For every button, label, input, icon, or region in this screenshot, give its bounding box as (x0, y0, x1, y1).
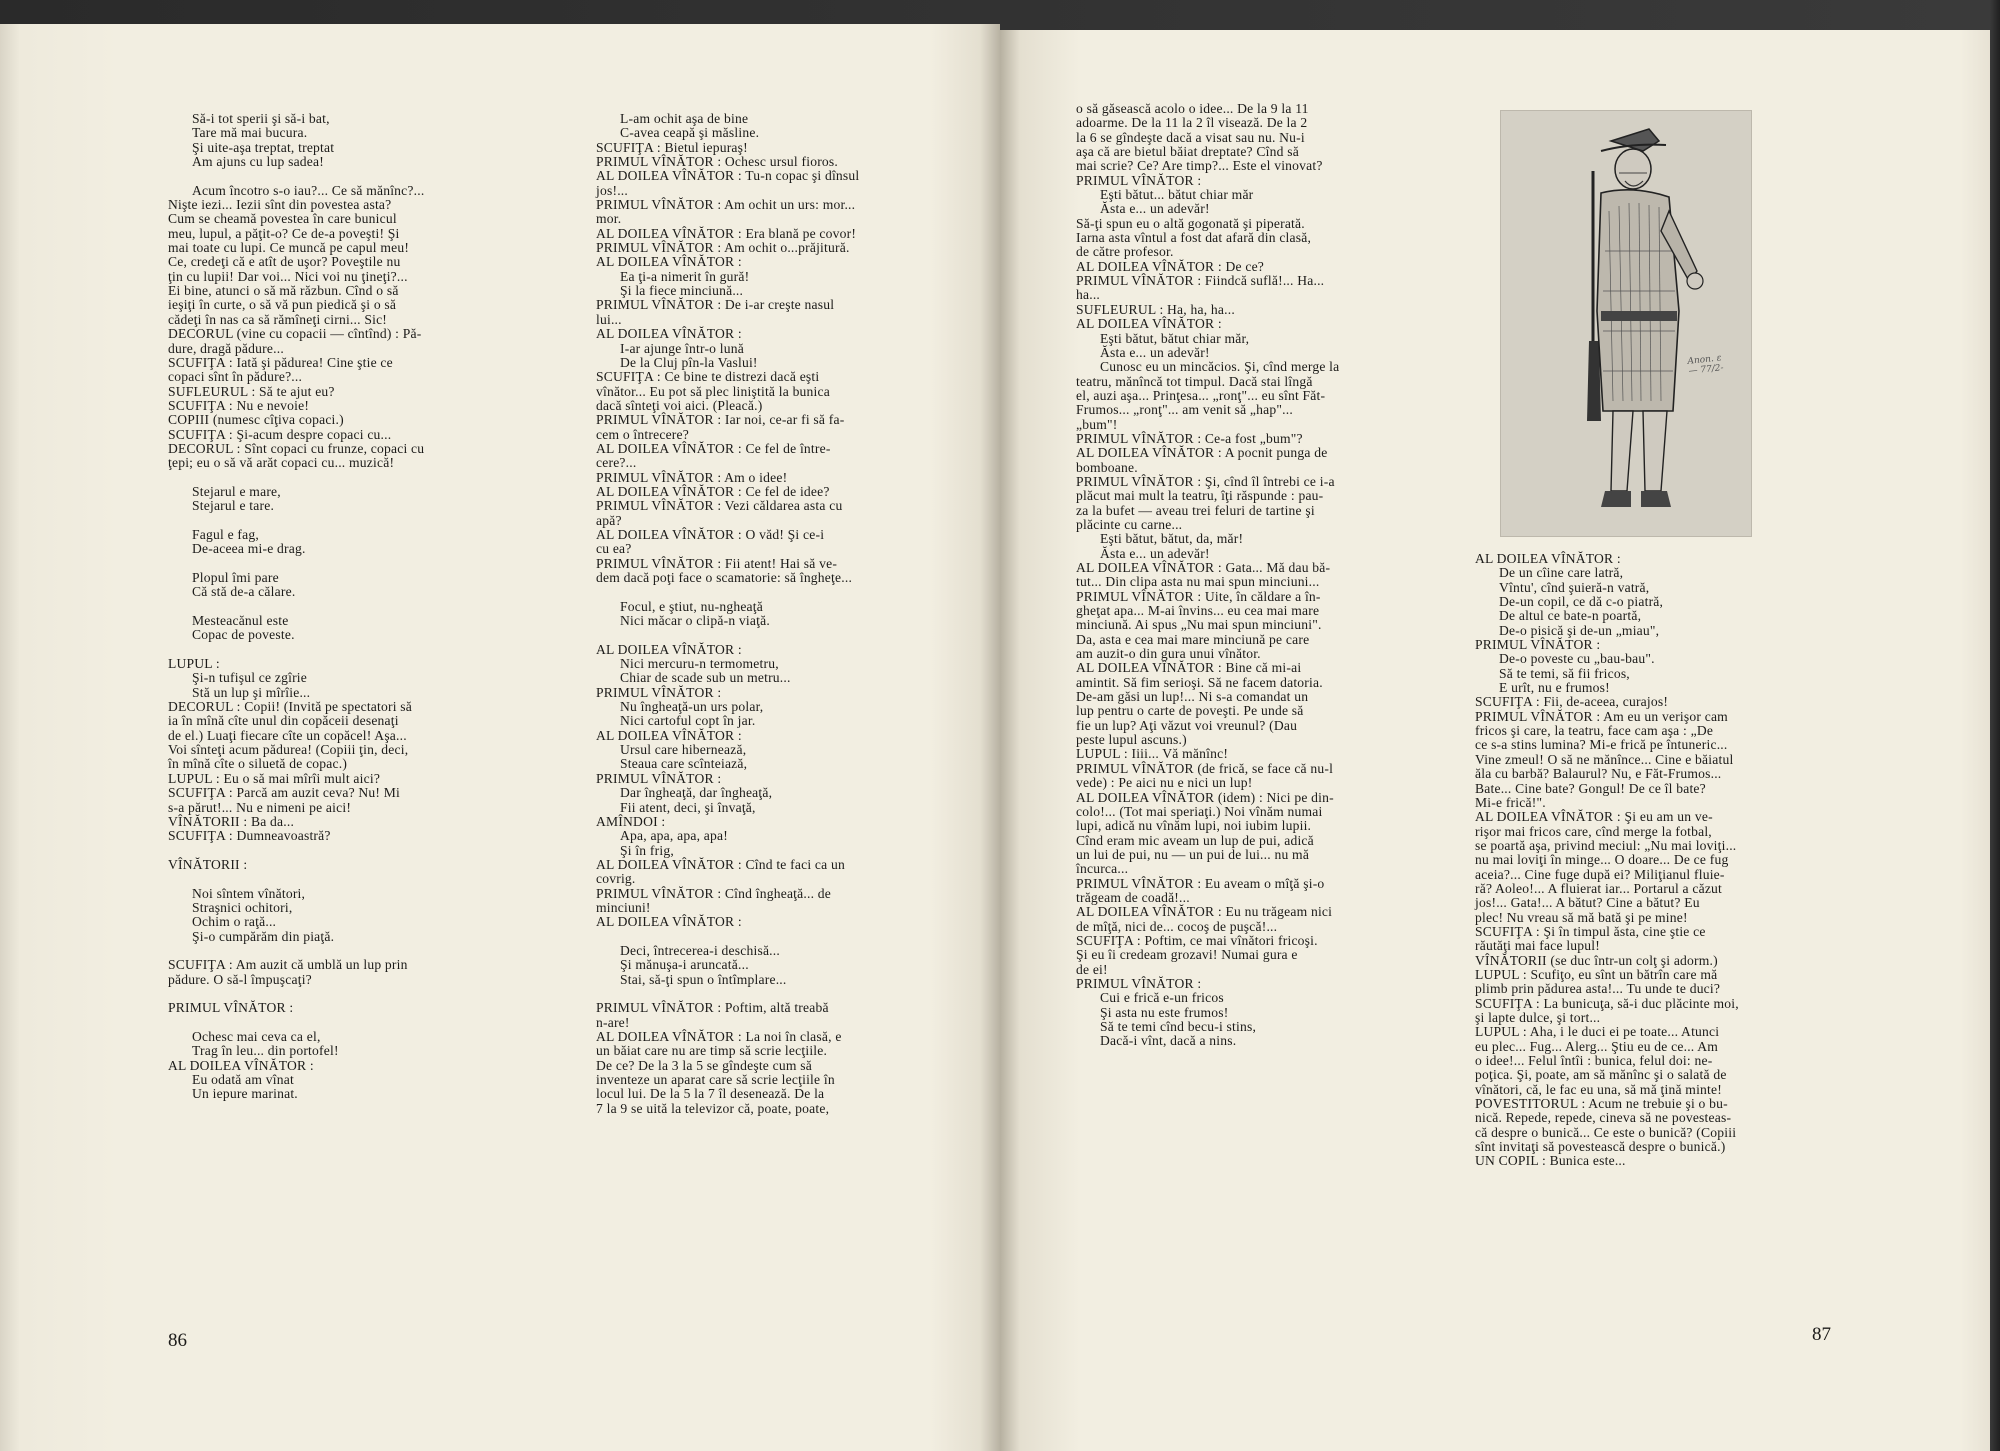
text-line: AL DOILEA VÎNĂTOR : Ce fel de între- (596, 440, 831, 456)
text-line: ră? Aoleo!... A fluierat iar... Portarul a căzut (1475, 880, 1723, 896)
text-line: De-aceea mi-e drag. (192, 541, 306, 557)
text-line: de mîţă, nici de... cocoş de puşcă!... (1076, 918, 1278, 934)
text-line (596, 628, 938, 642)
text-line: Iarna asta vîntul a fost dat afară din clasă, (1076, 230, 1312, 246)
text-line (168, 944, 506, 958)
text-line: PRIMUL VÎNĂTOR : (1076, 172, 1202, 188)
text-line: că despre o bunică... Ce este o bunică? (Copiii (1475, 1124, 1737, 1140)
text-line: DECORUL : Sînt copaci cu frunze, copaci cu (168, 440, 425, 456)
text-line: rişor mai fricos care, cînd merge la fotbal, (1475, 823, 1712, 839)
text-line: nică. Repede, repede, cineva să ne povesteas- (1475, 1110, 1732, 1126)
right-page-number: 87 (1812, 1324, 1831, 1345)
text-line: De la Cluj pîn-la Vaslui! (620, 354, 758, 370)
text-line: jos!... Gata!... A bătut? Cine a bătut? Eu (1475, 895, 1700, 911)
left-page-column-1 (168, 112, 506, 1102)
text-line: mai scrie? Ce? Are timp?... Este el vinovat? (1076, 158, 1323, 174)
text-line: Nu îngheaţă-un urs polar, (620, 699, 764, 715)
text-line: PRIMUL VÎNĂTOR : Uite, în căldare a în- (1076, 588, 1321, 604)
text-line: Dar îngheaţă, dar îngheaţă, (620, 785, 773, 801)
right-page-column-1 (1076, 102, 1444, 1049)
text-line: fricos şi care, la teatru, face cam aşa : „De (1475, 723, 1714, 739)
text-line: covrig. (596, 871, 636, 887)
text-line: jos!... (596, 182, 628, 198)
text-line: ăla cu barbă? Balaurul? Nu, e Făt-Frumos... (1475, 766, 1722, 782)
text-line: SCUFIŢA : Dumneavoastră? (168, 828, 331, 844)
text-line: Ăsta e... un adevăr! (1100, 545, 1210, 561)
text-line: LUPUL : Eu o să mai mîrîi mult aici? (168, 770, 381, 786)
text-line: Cînd eram mic aveam un lup de pui, adică (1076, 832, 1314, 848)
text-line: vînători, că, le fac eu una, să mă ţină minte! (1475, 1081, 1722, 1097)
text-line: AMÎNDOI : (596, 813, 666, 829)
text-line: poţica. Şi, poate, am să mănînc şi o salată de (1475, 1067, 1727, 1083)
text-line: SCUFIŢA : Parcă am auzit ceva? Nu! Mi (168, 785, 401, 801)
text-line: Ăsta e... un adevăr! (1100, 201, 1210, 217)
text-line: PRIMUL VÎNĂTOR : Cînd îngheaţă... de (596, 885, 832, 901)
text-line: Ursul care hibernează, (620, 742, 747, 758)
text-line: peste lupul ascuns.) (1076, 732, 1187, 748)
text-line: Vîntu', cînd şuieră-n vatră, (1499, 579, 1650, 595)
text-line: AL DOILEA VÎNĂTOR : (596, 727, 742, 743)
text-line: inventeze un aparat care să scrie lecţiile în (596, 1072, 835, 1088)
text-line (168, 600, 506, 614)
text-line (168, 471, 506, 485)
text-line: AL DOILEA VÎNĂTOR : La noi în clasă, e (596, 1029, 842, 1044)
text-line: ce s-a stins lumina? Mi-e frică pe întuneric... (1475, 737, 1728, 753)
text-line: Tare mă mai bucura. (192, 125, 308, 141)
text-line: lupi, adică nu vînăm lupi, noi iubim lupii. (1076, 818, 1312, 834)
text-line: Eu odată am vînat (192, 1072, 294, 1088)
text-line: AL DOILEA VÎNĂTOR : Bine că mi-ai (1076, 660, 1302, 676)
text-line: cădeţi în nas ca să rămîneţi cirni... Sic! (168, 311, 388, 327)
text-line: za la bufet — aveau trei feluri de tartine şi (1076, 502, 1315, 518)
hunter-illustration (1500, 110, 1752, 537)
text-line: Ce, credeţi că e atît de uşor? Poveştile nu (168, 254, 401, 270)
text-line: meu, lupul, a păţit-o? Ce de-a poveşti! Şi (168, 225, 400, 241)
text-line: Eşti bătut... bătut chiar măr (1100, 187, 1254, 203)
text-line (168, 872, 506, 886)
text-line: AL DOILEA VÎNĂTOR : (168, 1057, 314, 1073)
text-line: PRIMUL VÎNĂTOR : Iar noi, ce-ar fi să fa- (596, 412, 845, 428)
text-line: PRIMUL VÎNĂTOR : Fiindcă suflă!... Ha... (1076, 273, 1325, 289)
text-line: locul lui. De la 5 la 7 îl desenează. De la (596, 1086, 825, 1102)
text-line: AL DOILEA VÎNĂTOR : Ce fel de idee? (596, 483, 830, 499)
text-line: AL DOILEA VÎNĂTOR : (1076, 316, 1222, 332)
text-line: Mesteacănul este (192, 613, 289, 629)
text-line: Apa, apa, apa, apa! (620, 828, 728, 844)
text-line: lup pentru o carte de poveşti. Pe unde să (1076, 703, 1304, 719)
text-line: ha... (1076, 287, 1101, 303)
text-line: PRIMUL VÎNĂTOR : Am ochit un urs: mor... (596, 197, 856, 213)
text-line: Şi la fiece minciună... (620, 283, 744, 299)
text-line: E urît, nu e frumos! (1499, 680, 1610, 696)
text-line: SUFLEURUL : Să te ajut eu? (168, 383, 335, 399)
text-line: POVESTITORUL : Acum ne trebuie şi o bu- (1475, 1096, 1728, 1112)
text-line: PRIMUL VÎNĂTOR : Fii atent! Hai să ve- (596, 555, 838, 571)
text-line: AL DOILEA VÎNĂTOR : (596, 254, 742, 270)
text-line: PRIMUL VÎNĂTOR : (168, 1000, 294, 1016)
text-line: C-avea ceapă şi măsline. (620, 125, 760, 141)
text-line: încurca... (1076, 861, 1129, 877)
text-line: un lui de pui, nu — un pui de lui... nu mă (1076, 846, 1310, 862)
text-line: De un cîine care latră, (1499, 565, 1624, 581)
text-line: Să-i tot sperii şi să-i bat, (192, 111, 330, 126)
text-line: Am ajuns cu lup sadea! (192, 154, 324, 170)
text-line: tut... Din clipa asta nu mai spun minciuni... (1076, 574, 1320, 590)
text-line: PRIMUL VÎNĂTOR : (1475, 637, 1601, 653)
text-line: De-un copil, ce dă c-o piatră, (1499, 594, 1664, 610)
text-line: copaci sînt în pădure?... (168, 369, 303, 385)
text-line: LUPUL : Aha, i le duci ei pe toate... Atunci (1475, 1024, 1720, 1040)
text-line (168, 557, 506, 571)
text-line: de către profesor. (1076, 244, 1174, 260)
text-line: PRIMUL VÎNĂTOR : Poftim, altă treabă (596, 1000, 829, 1016)
text-line: Ochim o raţă... (192, 914, 277, 930)
text-line: ieşiţi în curte, o să vă pun piedică şi o să (168, 297, 397, 313)
text-line: fie un lup? Aţi văzut voi vreunul? (Dau (1076, 717, 1298, 733)
text-line: Şi în frig, (620, 842, 674, 858)
text-line: Fagul e fag, (192, 526, 259, 542)
text-line: VÎNĂTORII : Ba da... (168, 813, 295, 829)
text-line: teatru, mănîncă tot timpul. Dacă stai lîngă (1076, 373, 1313, 389)
text-line (168, 169, 506, 183)
text-line: Ăsta e... un adevăr! (1100, 344, 1210, 360)
text-line: De ce? De la 3 la 5 se gîndeşte cum să (596, 1057, 812, 1073)
text-line: Un iepure marinat. (192, 1086, 298, 1102)
text-line: SCUFIŢA : La bunicuţa, să-i duc plăcinte moi, (1475, 995, 1739, 1011)
text-line: bomboane. (1076, 459, 1138, 475)
text-line: n-are! (596, 1014, 630, 1030)
text-line: dure, dragă pădure... (168, 340, 284, 356)
text-line (168, 844, 506, 858)
text-line: PRIMUL VÎNĂTOR : (596, 684, 722, 700)
text-line: AL DOILEA VÎNĂTOR : Tu-n copac şi dînsul (596, 168, 860, 184)
text-line: s-a părut!... Nu e nimeni pe aici! (168, 799, 352, 815)
text-line: Mi-e frică!". (1475, 794, 1546, 810)
text-line: DECORUL : Copii! (Invită pe spectatori să (168, 699, 413, 715)
text-line: aceia?... Cine fuge după ei? Miliţianul fluie- (1475, 866, 1725, 882)
text-line: Ea ţi-a nimerit în gură! (620, 268, 750, 284)
text-line: de el.) Luaţi fiecare cîte un copăcel! Aşa... (168, 727, 407, 743)
text-line: AL DOILEA VÎNĂTOR : Cînd te faci ca un (596, 856, 845, 872)
text-line: nu mai loviţi în minge... O doare... De ce fug (1475, 852, 1729, 868)
text-line: minciuni! (596, 899, 651, 915)
text-line: AL DOILEA VÎNĂTOR : O văd! Şi ce-i (596, 526, 825, 542)
text-line: Voi sînteţi acum pădurea! (Copiii ţin, deci, (168, 742, 409, 758)
text-line: eu plec... Fug... Alerg... Ştiu eu de ce... Am (1475, 1038, 1719, 1054)
text-line: Cui e frică e-un fricos (1100, 990, 1224, 1006)
text-line: Copac de poveste. (192, 627, 295, 643)
text-line: PRIMUL VÎNĂTOR : (596, 770, 722, 786)
text-line: Steaua care scînteiază, (620, 756, 748, 772)
text-line: Ochesc mai ceva ca el, (192, 1029, 321, 1044)
text-line: Dacă-i vînt, dacă a nins. (1100, 1033, 1237, 1049)
text-line: PRIMUL VÎNĂTOR : Am o idee! (596, 469, 788, 485)
text-line: Chiar de scade sub un metru... (620, 670, 791, 686)
text-line: SCUFIŢA : Iată şi pădurea! Cine ştie ce (168, 354, 393, 370)
text-line: AL DOILEA VÎNĂTOR : Şi eu am un ve- (1475, 809, 1713, 825)
text-line: PRIMUL VÎNĂTOR : Ce-a fost „bum"? (1076, 430, 1303, 446)
text-line: PRIMUL VÎNĂTOR : Vezi căldarea asta cu (596, 498, 843, 514)
text-line: AL DOILEA VÎNĂTOR : Eu nu trăgeam nici (1076, 904, 1333, 920)
text-line (168, 514, 506, 528)
left-page-column-2 (596, 112, 938, 1116)
text-line: vînător... Eu pot să plec liniştită la bunica (596, 383, 830, 399)
text-line: VÎNĂTORII : (168, 856, 248, 872)
text-line: Cunosc eu un mincăcios. Şi, cînd merge la (1100, 359, 1340, 375)
text-line: Straşnici ochitori, (192, 899, 293, 915)
text-line: şi lapte dulce, şi tort... (1475, 1010, 1601, 1025)
text-line: SCUFIŢA : Şi în timpul ăsta, cine ştie ce (1475, 923, 1706, 939)
text-line: 7 la 9 se uită la televizor că, poate, poate, (596, 1100, 830, 1116)
text-line: „bum"! (1076, 416, 1118, 432)
text-line: o să găsească acolo o idee... De la 9 la 11 (1076, 101, 1309, 116)
text-line: Focul, e ştiut, nu-ngheaţă (620, 598, 763, 614)
text-line: SCUFIŢA : Am auzit că umblă un lup prin (168, 957, 408, 973)
text-line: Şi-n tufişul ce zgîrie (192, 670, 308, 686)
text-line: De-am găsi un lup!... Ni s-a comandat un (1076, 689, 1309, 705)
left-page-number: 86 (168, 1330, 187, 1351)
text-line: sînt invitaţi să povestească despre o bunică.) (1475, 1139, 1726, 1155)
text-line: o idee!... Felul întîi : bunica, felul doi: ne- (1475, 1053, 1713, 1069)
text-line: AL DOILEA VÎNĂTOR : (596, 641, 742, 657)
text-line: Vine zmeul! O să ne mănînce... Cine e băiatul (1475, 751, 1734, 767)
text-line: Şi eu îi credeam grozavi! Numai gura e (1076, 947, 1298, 963)
text-line: plăcut mai mult la teatru, îţi răspunde : pau- (1076, 488, 1324, 504)
text-line: Nişte iezi... Iezii sînt din povestea asta? (168, 197, 392, 213)
text-line: cu ea? (596, 541, 632, 557)
text-line: Frumos... „ronţ"... am venit să „hap"... (1076, 402, 1293, 418)
text-line: Ei bine, atunci o să mă răzbun. Cînd o să (168, 283, 399, 299)
text-line: Să te temi, să fii fricos, (1499, 665, 1630, 681)
text-line: LUPUL : (168, 656, 220, 672)
text-line: Plopul îmi pare (192, 570, 279, 585)
text-line: plimb prin pădurea asta!... Tu unde te duci? (1475, 981, 1721, 997)
text-line: UN COPIL : Bunica este... (1475, 1153, 1626, 1169)
text-line: De-o pisică şi de-un „miau", (1499, 622, 1660, 638)
text-line: el, auzi aşa... Prinţesa... „ronţ"... eu sînt Făt- (1076, 387, 1326, 403)
signature-line-1: Anon. ε (1687, 353, 1722, 367)
text-line: Fii atent, deci, şi învaţă, (620, 799, 756, 815)
text-line: SCUFIŢA : Ce bine te distrezi dacă eşti (596, 369, 820, 385)
text-line: se poartă aşa, privind meciul: „Nu mai loviţi... (1475, 837, 1737, 853)
text-line: Să te temi cînd becu-i stins, (1100, 1019, 1257, 1034)
text-line: Stejarul e tare. (192, 498, 275, 514)
text-line: Bate... Cine bate? Gongul! De ce îl bate? (1475, 780, 1706, 796)
text-line: minciună. Ai spus „Nu mai spun minciuni". (1076, 617, 1322, 633)
text-line: LUPUL : Scufiţo, eu sînt un bătrîn care mă (1475, 966, 1718, 982)
text-line: SCUFIŢA : Şi-acum despre copaci cu... (168, 426, 392, 442)
text-line: VÎNĂTORII (se duc într-un colţ şi adorm.) (1475, 952, 1718, 968)
text-line: gheţat apa... M-ai învins... eu cea mai mare (1076, 603, 1320, 619)
text-line: Da, asta e cea mai mare minciună pe care (1076, 631, 1310, 647)
text-line: AL DOILEA VÎNĂTOR : (596, 914, 742, 930)
text-line (168, 1016, 506, 1030)
text-line: Să-ţi spun eu o altă gogonată şi piperată. (1076, 215, 1305, 231)
text-line: Nici măcar o clipă-n viaţă. (620, 613, 770, 629)
text-line: DECORUL (vine cu copacii — cîntînd) : Pă- (168, 326, 422, 342)
text-line (596, 585, 938, 599)
text-line: colo!... (Tot mai speriaţi.) Noi vînăm numai (1076, 803, 1323, 819)
text-line: Că stă de-a călare. (192, 584, 296, 600)
text-line: dem dacă poţi face o scamatorie: să îngheţe... (596, 570, 853, 585)
text-line: PRIMUL VÎNĂTOR : (1076, 975, 1202, 991)
text-line: plec! Nu vreau să mă bată şi pe mine! (1475, 909, 1688, 925)
text-line: AL DOILEA VÎNĂTOR : A pocnit punga de (1076, 445, 1328, 461)
text-line: AL DOILEA VÎNĂTOR : (596, 326, 742, 342)
text-line: am auzit-o din gura unui vînător. (1076, 646, 1261, 662)
text-line: AL DOILEA VÎNĂTOR : Gata... Mă dau bă- (1076, 560, 1331, 575)
text-line: apă? (596, 512, 622, 528)
text-line: Acum încotro s-o iau?... Ce să mănînc?... (192, 182, 425, 198)
text-line: cem o întrecere? (596, 426, 690, 442)
text-line: COPIII (numesc cîţiva copaci.) (168, 412, 344, 428)
text-line: Şi mănuşa-i aruncată... (620, 957, 749, 973)
text-line: plăcinte cu carne... (1076, 516, 1183, 532)
text-line: cere?... (596, 455, 637, 471)
text-line: Noi sîntem vînători, (192, 885, 306, 901)
text-line: pădure. O să-l împuşcaţi? (168, 971, 312, 987)
text-line: un băiat care nu are timp să scrie lecţiile. (596, 1043, 828, 1059)
text-line (168, 643, 506, 657)
text-line: Deci, întrecerea-i deschisă... (620, 942, 780, 958)
text-line: Trag în leu... din portofel! (192, 1043, 339, 1059)
text-line: L-am ochit aşa de bine (620, 111, 749, 126)
text-line: AL DOILEA VÎNĂTOR : De ce? (1076, 258, 1265, 274)
text-line (596, 930, 938, 944)
text-line: Şi uite-aşa treptat, treptat (192, 139, 335, 155)
text-line: ia în mînă cîte unul din copăceii desenaţi (168, 713, 399, 729)
text-line: vede) : Pe aici nu e nici un lup! (1076, 775, 1253, 791)
text-line: adoarme. De la 11 la 2 îl visează. De la 2 (1076, 115, 1308, 131)
text-line: De-o poveste cu „bau-bau". (1499, 651, 1655, 667)
text-line: Eşti bătut, bătut, da, măr! (1100, 531, 1244, 547)
text-line: de ei! (1076, 961, 1108, 977)
text-line: ţin cu lupii! Dar voi... Nici voi nu ţineţi?... (168, 268, 408, 284)
text-line: aşa că are bietul băiat dreptate? Cînd să (1076, 144, 1299, 160)
text-line: AL DOILEA VÎNĂTOR : (1475, 551, 1621, 566)
text-line: Cum se cheamă povestea în care bunicul (168, 211, 397, 227)
text-line: De altul ce bate-n poartă, (1499, 608, 1642, 624)
text-line: ţepi; eu o să vă arăt copaci cu... muzică! (168, 455, 395, 471)
text-line: lui... (596, 311, 622, 327)
text-line: Nici cartoful copt în jar. (620, 713, 756, 729)
text-line: SCUFIŢA : Bietul iepuraş! (596, 139, 748, 155)
text-line: SCUFIŢA : Poftim, ce mai vînători fricoşi. (1076, 932, 1318, 948)
text-line: la 6 se gîndeşte dacă a visat sau nu. Nu-i (1076, 129, 1305, 145)
text-line: trăgeam de coadă!... (1076, 889, 1190, 905)
text-line: PRIMUL VÎNĂTOR : De i-ar creşte nasul (596, 297, 835, 313)
text-line: mor. (596, 211, 622, 227)
text-line: PRIMUL VÎNĂTOR (de frică, se face că nu-l (1076, 760, 1334, 776)
text-line: în mînă cîte o siluetă de copac.) (168, 756, 348, 772)
text-line: Stejarul e mare, (192, 483, 281, 499)
text-line: Şi-o cumpărăm din piaţă. (192, 928, 335, 944)
text-line: AL DOILEA VÎNĂTOR : Era blană pe covor! (596, 225, 857, 241)
text-line: mai toate cu lupi. Ce muncă pe capul meu! (168, 240, 410, 256)
text-line: PRIMUL VÎNĂTOR : Am eu un verişor cam (1475, 708, 1728, 724)
text-line: Nici mercuru-n termometru, (620, 656, 779, 672)
text-line: amintit. Să fim serioşi. Să ne facem datoria. (1076, 674, 1323, 690)
hunter-drawing-icon (1501, 111, 1751, 536)
text-line: PRIMUL VÎNĂTOR : Ochesc ursul fioros. (596, 154, 839, 170)
illustration-signature (1687, 353, 1724, 377)
text-line: PRIMUL VÎNĂTOR : Am ochit o...prăjitură. (596, 240, 850, 256)
text-line: Eşti bătut, bătut chiar măr, (1100, 330, 1250, 346)
text-line: SCUFIŢA : Nu e nevoie! (168, 397, 310, 413)
text-line: răutăţi mai face lupul! (1475, 938, 1600, 954)
signature-line-2: — 77/2- (1688, 363, 1725, 377)
text-line: I-ar ajunge într-o lună (620, 340, 744, 356)
text-line: LUPUL : Iiii... Vă mănînc! (1076, 746, 1229, 762)
text-line: PRIMUL VÎNĂTOR : Eu aveam o mîţă şi-o (1076, 875, 1325, 891)
text-line: Stai, să-ţi spun o întîmplare... (620, 971, 787, 987)
text-line: PRIMUL VÎNĂTOR : Şi, cînd îl întrebi ce i-a (1076, 473, 1335, 489)
text-line: Stă un lup şi mîrîie... (192, 684, 311, 700)
right-page-column-2 (1475, 552, 1837, 1169)
text-line: AL DOILEA VÎNĂTOR (idem) : Nici pe din- (1076, 789, 1334, 805)
text-line: SUFLEURUL : Ha, ha, ha... (1076, 301, 1235, 317)
text-line: Şi asta nu este frumos! (1100, 1004, 1229, 1020)
text-line: dacă sînteţi voi aici. (Pleacă.) (596, 397, 763, 413)
text-line: SCUFIŢA : Fii, de-aceea, curajos! (1475, 694, 1669, 710)
